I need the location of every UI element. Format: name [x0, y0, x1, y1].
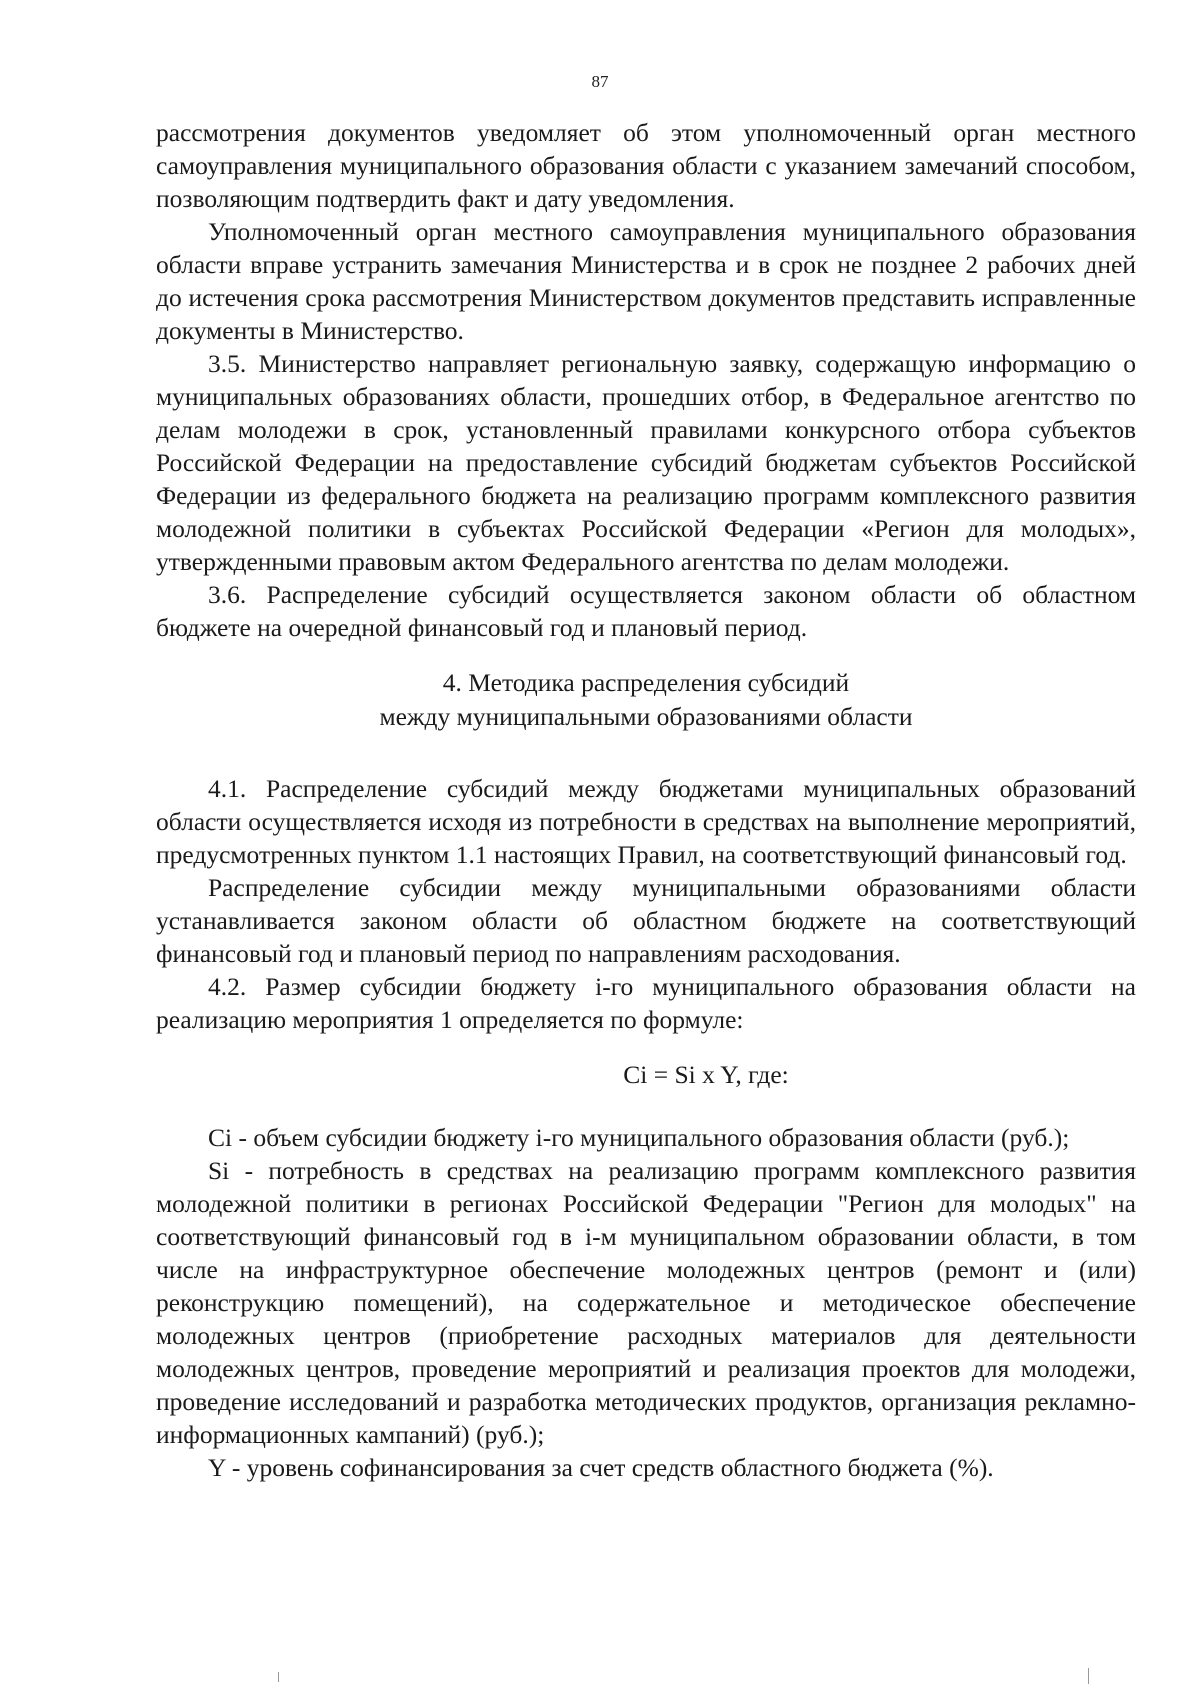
definition-ci: Ci - объем субсидии бюджету i-го муниципального образования области (руб.); — [208, 1123, 1070, 1152]
section-heading-line-2: между муниципальными образованиями области — [379, 702, 913, 731]
definition-y: Y - уровень софинансирования за счет средств областного бюджета (%). — [208, 1453, 994, 1482]
scan-artifact-left — [278, 1672, 279, 1682]
document-body — [156, 116, 1136, 1484]
page-number: 87 — [591, 72, 609, 91]
section-heading-line-1: 4. Методика распределения субсидий — [442, 668, 850, 697]
paragraph-4-1: 4.1. Распределение субсидий между бюджетами муниципальных образований области осуществляется исходя из потребности в средствах на выполнение мероприятий, предусмотренных пунктом 1.1 настоящих Правил, на соответствующий финансовый год. — [156, 774, 1136, 869]
paragraph-3-5: 3.5. Министерство направляет региональную заявку, содержащую информацию о муниципальных образованиях области, прошедших отбор, в Федеральное агентство по делам молодежи в срок, установленный правилами конкурсного отбора субъектов Российской Федерации на предоставление субсидий бюджетам субъектов Российской Федерации из федерального бюджета на реализацию программ комплексного развития молодежной политики в субъектах Российской Федерации «Регион для молодых», утвержденными правовым актом Федерального агентства по делам молодежи. — [156, 349, 1136, 576]
section-heading — [156, 666, 1136, 734]
paragraph-distribution: Распределение субсидии между муниципальными образованиями области устанавливается законом области об областном бюджете на соответствующий финансовый год и плановый период по направлениям расходования. — [156, 873, 1136, 968]
paragraph-authority-corrections: Уполномоченный орган местного самоуправления муниципального образования области вправе устранить замечания Министерства и в срок не позднее 2 рабочих дней до истечения срока рассмотрения Министерством документов представить исправленные документы в Министерство. — [156, 217, 1136, 345]
paragraph-3-6: 3.6. Распределение субсидий осуществляется законом области об областном бюджете на очередной финансовый год и плановый период. — [156, 580, 1136, 642]
paragraph-continuation: рассмотрения документов уведомляет об этом уполномоченный орган местного самоуправления муниципального образования области с указанием замечаний способом, позволяющим подтвердить факт и дату уведомления. — [156, 118, 1136, 213]
paragraph-4-2: 4.2. Размер субсидии бюджету i-го муниципального образования области на реализацию мероприятия 1 определяется по формуле: — [156, 972, 1136, 1034]
formula: Ci = Si x Y, где: — [623, 1060, 789, 1089]
definition-si: Si - потребность в средствах на реализацию программ комплексного развития молодежной политики в регионах Российской Федерации "Регион для молодых" на соответствующий финансовый год в i-м муниципальном образовании области, в том числе на инфраструктурное обеспечение молодежных центров (ремонт и (или) реконструкцию помещений), на содержательное и методическое обеспечение молодежных центров (приобретение расходных материалов для деятельности молодежных центров, проведение мероприятий и реализация проектов для молодежи, проведение исследований и разработка методических продуктов, организация рекламно-информационных кампаний) (руб.); — [156, 1156, 1136, 1449]
scan-artifact-right — [1088, 1668, 1089, 1684]
